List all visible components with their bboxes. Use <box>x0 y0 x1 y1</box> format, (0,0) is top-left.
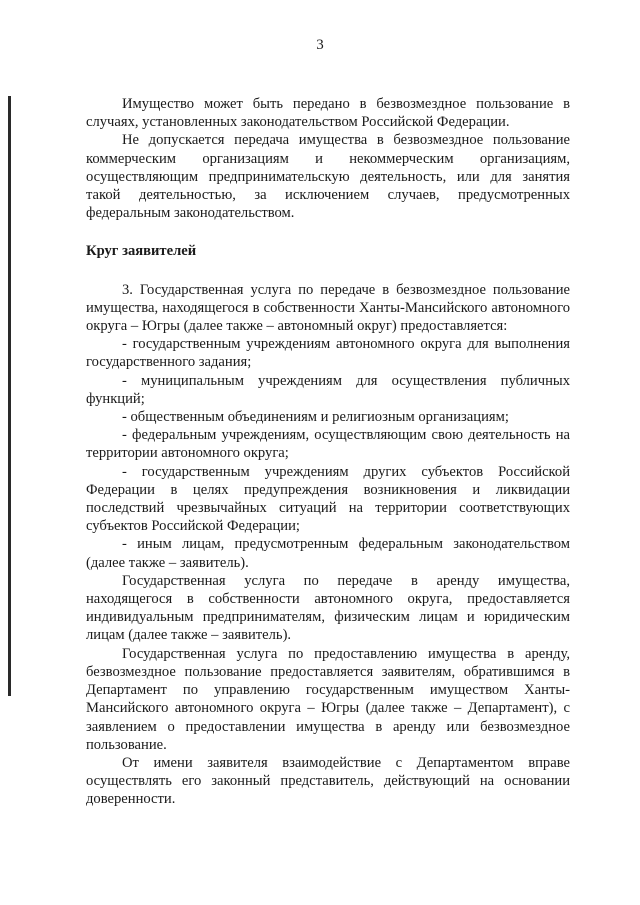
page-number: 3 <box>316 37 324 53</box>
scan-edge-mark <box>8 96 11 696</box>
list-item: - иным лицам, предусмотренным федеральным законодательством (далее также – заявитель). <box>86 536 570 571</box>
body-paragraph: Государственная услуга по предоставлению имущества в аренду, безвозмездное пользование предоставляется заявителям, обратившимся в Департамент по управлению государственным имуществом Ханты-Мансийского автономного округа – Югры (далее также – Департамент), с заявлением о предоставлении имущества в аренду или безвозмездное пользование. <box>86 645 570 753</box>
section-lead-paragraph: 3. Государственная услуга по передаче в безвозмездное пользование имущества, находящегося в собственности Ханты-Мансийского автономного округа – Югры (далее также – автономный округ) предоставляется: <box>86 281 570 335</box>
intro-paragraph-1: Имущество может быть передано в безвозмездное пользование в случаях, установленных законодательством Российской Федерации. <box>86 96 570 131</box>
list-item: - общественным объединениям и религиозным организациям; <box>122 409 509 426</box>
section-heading: Круг заявителей <box>86 243 197 260</box>
body-paragraph: От имени заявителя взаимодействие с Департаментом вправе осуществлять его законный представитель, действующий на основании доверенности. <box>86 754 570 808</box>
list-item: - государственным учреждениям автономного округа для выполнения государственного задания; <box>86 336 570 371</box>
body-paragraph: Государственная услуга по передаче в аренду имущества, находящегося в собственности автономного округа, предоставляется индивидуальным предпринимателям, физическим лицам и юридическим лицам (далее также – заявитель). <box>86 572 570 644</box>
list-item: - муниципальным учреждениям для осуществления публичных функций; <box>86 372 570 407</box>
document-body <box>86 95 570 809</box>
list-item: - федеральным учреждениям, осуществляющим свою деятельность на территории автономного округа; <box>86 427 570 462</box>
list-item: - государственным учреждениям других субъектов Российской Федерации в целях предупреждения возникновения и ликвидации последствий чрезвычайных ситуаций на территории соответствующих субъектов Российской Федерации; <box>86 463 570 535</box>
intro-paragraph-2: Не допускается передача имущества в безвозмездное пользование коммерческим организациям и некоммерческим организациям, осуществляющим предпринимательскую деятельность, или для занятия такой деятельностью, за исключением случаев, предусмотренных федеральным законодательством. <box>86 132 570 222</box>
